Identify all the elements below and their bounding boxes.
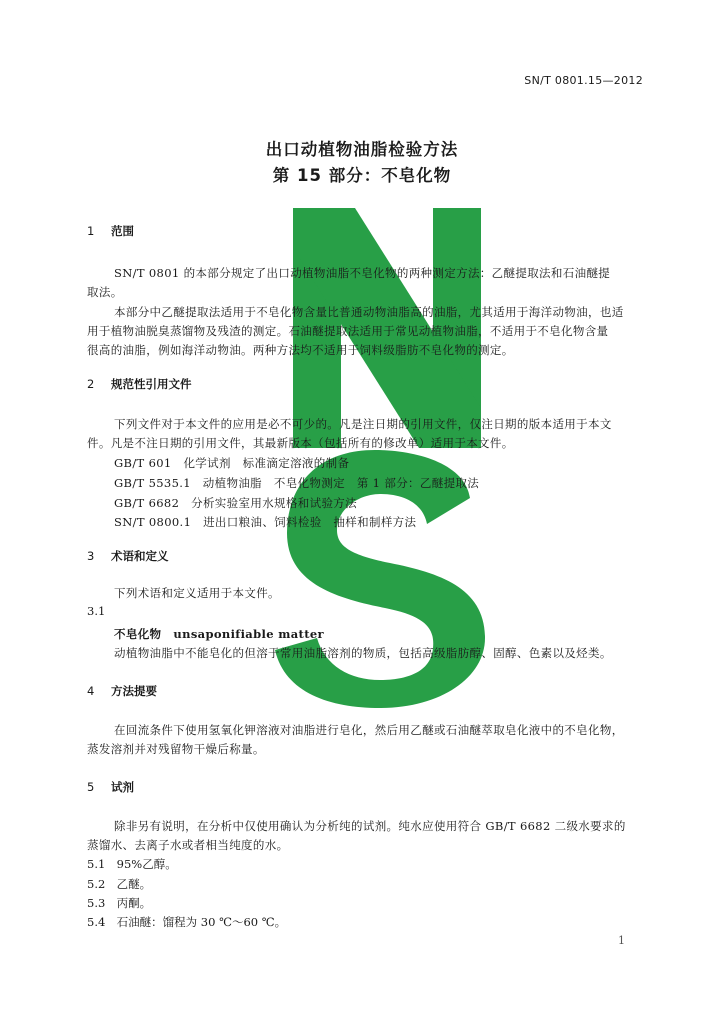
reagent-text: 丙酮。: [116, 896, 152, 910]
reagent-item: [87, 895, 151, 911]
reference-item: GB/T 6682 分析实验室用水规格和试验方法: [114, 496, 358, 510]
paragraph-line: 蒸发溶剂并对残留物干燥后称量。: [87, 742, 265, 756]
paragraph-line: 件。凡是不注日期的引用文件，其最新版本（包括所有的修改单）适用于本文件。: [87, 436, 514, 450]
reference-item: SN/T 0800.1 进出口粮油、饲料检验 抽样和制样方法: [114, 515, 417, 529]
section-4-heading: [87, 683, 157, 699]
section-number: 2: [87, 377, 95, 391]
paragraph-line: 取法。: [87, 285, 123, 299]
reagent-text: 95%乙醇。: [116, 857, 177, 871]
reagent-item: [87, 876, 151, 892]
section-3-heading: [87, 548, 169, 564]
reagent-item: [87, 856, 177, 872]
section-title: 方法提要: [111, 684, 157, 698]
section-number: 4: [87, 684, 95, 698]
document-title: 出口动植物油脂检验方法: [265, 140, 459, 159]
reagent-text: 乙醚。: [116, 877, 152, 891]
section-title: 范围: [111, 224, 134, 238]
paragraph-line: 用于植物油脱臭蒸馏物及残渣的测定。石油醚提取法适用于常见动植物油脂，不适用于不皂化物含量: [87, 324, 609, 338]
term-chinese: 不皂化物: [114, 627, 162, 641]
reagent-text: 石油醚：馏程为 30 ℃～60 ℃。: [116, 915, 287, 929]
paragraph-line: 很高的油脂，例如海洋动物油。两种方法均不适用于饲料级脂肪不皂化物的测定。: [87, 343, 514, 357]
reagent-number: 5.2: [87, 877, 106, 891]
paragraph-line: 下列术语和定义适用于本文件。: [114, 586, 280, 600]
document-subtitle: 第 15 部分：不皂化物: [272, 166, 452, 185]
paragraph-line: SN/T 0801 的本部分规定了出口动植物油脂不皂化物的两种测定方法：乙醚提取法和石油醚提: [114, 266, 611, 280]
term-definition: 动植物油脂中不能皂化的但溶于常用油脂溶剂的物质，包括高级脂肪醇、固醇、色素以及烃类。: [114, 646, 612, 660]
reagent-number: 5.3: [87, 896, 106, 910]
term-english: unsaponifiable matter: [173, 627, 324, 641]
reagent-item: [87, 914, 286, 930]
section-title: 规范性引用文件: [111, 377, 192, 391]
standard-number: SN/T 0801.15—2012: [524, 74, 643, 87]
section-number: 1: [87, 224, 95, 238]
term-entry: [114, 626, 324, 642]
clause-number: 3.1: [87, 604, 106, 618]
reagent-number: 5.1: [87, 857, 106, 871]
paragraph-line: 蒸馏水、去离子水或者相当纯度的水。: [87, 838, 289, 852]
section-5-heading: [87, 779, 134, 795]
reagent-number: 5.4: [87, 915, 106, 929]
section-2-heading: [87, 376, 192, 392]
reference-item: GB/T 601 化学试剂 标准滴定溶液的制备: [114, 456, 350, 470]
paragraph-line: 下列文件对于本文件的应用是必不可少的。凡是注日期的引用文件，仅注日期的版本适用于本文: [114, 417, 612, 431]
paragraph-line: 在回流条件下使用氢氧化钾溶液对油脂进行皂化，然后用乙醚或石油醚萃取皂化液中的不皂化物，: [114, 723, 624, 737]
reference-item: GB/T 5535.1 动植物油脂 不皂化物测定 第 1 部分：乙醚提取法: [114, 476, 480, 490]
section-title: 术语和定义: [111, 549, 169, 563]
section-1-heading: [87, 223, 134, 239]
paragraph-line: 除非另有说明，在分析中仅使用确认为分析纯的试剂。纯水应使用符合 GB/T 6682 二级水要求的: [114, 819, 626, 833]
section-number: 5: [87, 780, 95, 794]
paragraph-line: 本部分中乙醚提取法适用于不皂化物含量比普通动物油脂高的油脂，尤其适用于海洋动物油，也适: [114, 305, 624, 319]
section-number: 3: [87, 549, 95, 563]
section-title: 试剂: [111, 780, 134, 794]
page-number: 1: [618, 934, 625, 947]
